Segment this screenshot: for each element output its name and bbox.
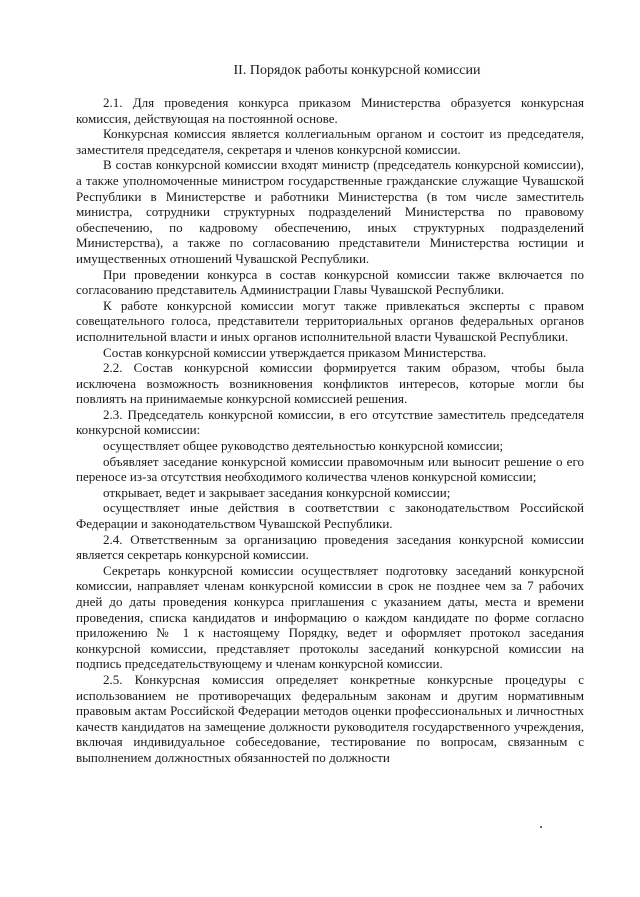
paragraph-2-3: 2.3. Председатель конкурсной комиссии, в его отсутствие заместитель председателя конкурсной комиссии: — [76, 406, 584, 438]
section-title: II. Порядок работы конкурсной комиссии — [233, 63, 481, 78]
paragraph-commission-structure: Конкурсная комиссия является коллегиальным органом и состоит из председателя, заместителя председателя, секретаря и членов конкурсной комиссии. — [76, 126, 584, 157]
paragraph-administration-representative: При проведении конкурса в состав конкурсной комиссии также включается по согласованию представитель Администрации Главы Чувашской Республики. — [76, 266, 584, 298]
paragraph-approval: Состав конкурсной комиссии утверждается приказом Министерства. — [103, 344, 487, 360]
paragraph-chair-duty-1: осуществляет общее руководство деятельностью конкурсной комиссии; — [103, 438, 504, 454]
paragraph-2-2: 2.2. Состав конкурсной комиссии формируется таким образом, чтобы была исключена возможность возникновения конфликтов интересов, которые могли бы повлиять на принимаемые конкурсной комиссией решения. — [76, 360, 584, 407]
paragraph-2-1: 2.1. Для проведения конкурса приказом Министерства образуется конкурсная комиссия, действующая на постоянной основе. — [76, 95, 584, 126]
paragraph-commission-members: В состав конкурсной комиссии входят министр (председатель конкурсной комиссии), а также уполномоченные министром государственные гражданские служащие Чувашской Республики в Министерстве и работники Министерства (в том числе заместитель министра, сотрудники структурных подразделений Министерства по правовому обеспечению, по кадровому обеспечению, иных структурных подразделений Министерства), а также по согласованию представители Министерства юстиции и имущественных отношений Чувашской Республики. — [76, 157, 584, 266]
paragraph-chair-duty-4: осуществляет иные действия в соответствии с законодательством Российской Федерации и законодательством Чувашской Республики. — [76, 500, 584, 532]
paragraph-2-4: 2.4. Ответственным за организацию проведения заседания конкурсной комиссии является секретарь конкурсной комиссии. — [76, 531, 584, 563]
paragraph-chair-duty-2: объявляет заседание конкурсной комиссии правомочным или выносит решение о его переносе из-за отсутствия необходимого количества членов конкурсной комиссии; — [76, 453, 584, 485]
paragraph-2-5: 2.5. Конкурсная комиссия определяет конкретные конкурсные процедуры с использованием не противоречащих федеральным законам и другим нормативным правовым актам Российской Федерации методов оценки профессиональных и личностных качеств кандидатов на замещение должности руководителя государственного учреждения, включая индивидуальное собеседование, тестирование по вопросам, связанным с выполнением должностных обязанностей по должности — [76, 671, 584, 765]
paragraph-experts: К работе конкурсной комиссии могут также привлекаться эксперты с правом совещательного голоса, представители территориальных органов федеральных органов исполнительной власти и иных органов исполнительной власти Чувашской Республики. — [76, 297, 584, 344]
scan-speck — [540, 826, 542, 828]
paragraph-chair-duty-3: открывает, ведет и закрывает заседания конкурсной комиссии; — [103, 484, 451, 500]
document-body — [76, 95, 584, 766]
paragraph-secretary-duties: Секретарь конкурсной комиссии осуществляет подготовку заседаний конкурсной комиссии, направляет членам конкурсной комиссии в срок не позднее чем за 7 рабочих дней до даты проведения конкурса приглашения с указанием даты, места и времени проведения, списка кандидатов и информацию о каждом кандидате по форме согласно приложению № 1 к настоящему Порядку, ведет и оформляет протокол заседания конкурсной комиссии, представляет протоколы заседаний конкурсной комиссии на подпись председательствующему и членам конкурсной комиссии. — [76, 562, 584, 672]
